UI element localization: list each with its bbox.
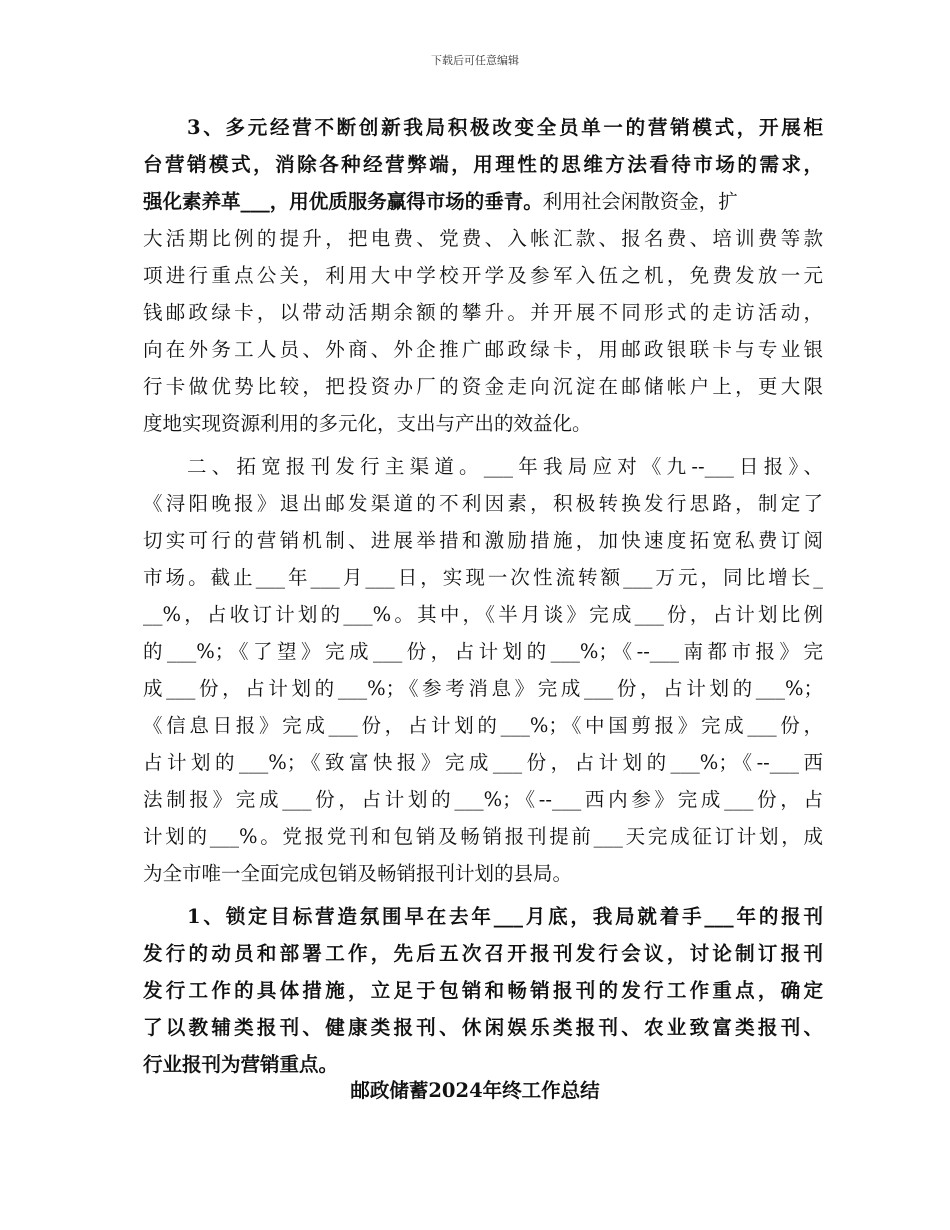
section-two-line-11: 计划的___%。党报党刊和包销及畅销报刊提前___天完成征订计划，成 xyxy=(143,825,823,848)
section-3-line-9: 度地实现资源利用的多元化，支出与产出的效益化。 xyxy=(143,412,592,435)
section-3-line-3-bold: 强化素养革___，用优质服务赢得市场的垂青。 xyxy=(143,190,543,213)
section-two-line-4: 市场。截止___年___月___日，实现一次性流转额___万元，同比增长_ xyxy=(143,566,823,589)
section-two-line-3: 切实可行的营销机制、进展举措和激励措施，加快速度拓宽私费订阅 xyxy=(143,529,823,552)
section-two-line-6: 的___%；《了望》完成___份，占计划的___%；《--___南都市报》完 xyxy=(143,640,823,663)
section-1-line-4: 了以教辅类报刊、健康类报刊、休闲娱乐类报刊、农业致富类报刊、 xyxy=(143,1016,823,1039)
section-two-line-8: 《信息日报》完成___份，占计划的___%；《中国剪报》完成___份， xyxy=(143,714,823,737)
section-1-line-1: 1、锁定目标营造氛围早在去年___月底，我局就着手___年的报刊 xyxy=(187,905,823,928)
section-two-line-12: 为全市唯一全面完成包销及畅销报刊计划的县局。 xyxy=(143,862,573,885)
section-two-line-2: 《浔阳晚报》退出邮发渠道的不利因素，积极转换发行思路，制定了 xyxy=(143,492,823,515)
section-3-line-7: 向在外务工人员、外商、外企推广邮政绿卡，用邮政银联卡与专业银 xyxy=(143,338,823,361)
section-3-line-4: 大活期比例的提升，把电费、党费、入帐汇款、报名费、培训费等款 xyxy=(143,227,823,250)
section-1-line-5: 行业报刊为营销重点。 xyxy=(143,1053,339,1076)
section-3-line-3 xyxy=(143,187,823,217)
section-two-line-5: __%，占收订计划的___%。其中，《半月谈》完成___份，占计划比例 xyxy=(143,603,823,626)
section-3-line-3-normal: 利用社会闲散资金，扩 xyxy=(542,190,738,213)
section-3-line-1: 3、多元经营不断创新我局积极改变全员单一的营销模式，开展柜 xyxy=(187,116,823,139)
section-3-line-5: 项进行重点公关，利用大中学校开学及参军入伍之机，免费发放一元 xyxy=(143,264,823,287)
section-3-line-2: 台营销模式，消除各种经营弊端，用理性的思维方法看待市场的需求， xyxy=(143,153,823,176)
section-1-line-2: 发行的动员和部署工作，先后五次召开报刊发行会议，讨论制订报刊 xyxy=(143,942,823,965)
section-3-line-8: 行卡做优势比较，把投资办厂的资金走向沉淀在邮储帐户上，更大限 xyxy=(143,375,823,398)
section-two-line-1: 二、拓宽报刊发行主渠道。___年我局应对《九--___日报》、 xyxy=(187,455,823,478)
section-3-line-6: 钱邮政绿卡，以带动活期余额的攀升。并开展不同形式的走访活动， xyxy=(143,301,823,324)
section-two-line-10: 法制报》完成___份，占计划的___%；《--___西内参》完成___份，占 xyxy=(143,788,823,811)
section-1-line-3: 发行工作的具体措施，立足于包销和畅销报刊的发行工作重点，确定 xyxy=(143,979,823,1002)
page-header-note: 下载后可任意编辑 xyxy=(431,54,519,67)
section-two-line-7: 成___份，占计划的___%；《参考消息》完成___份，占计划的___%； xyxy=(143,677,823,700)
section-two-line-9: 占计划的___%；《致富快报》完成___份，占计划的___%；《--___西 xyxy=(143,751,823,774)
document-title: 邮政储蓄2024年终工作总结 xyxy=(350,1079,600,1102)
